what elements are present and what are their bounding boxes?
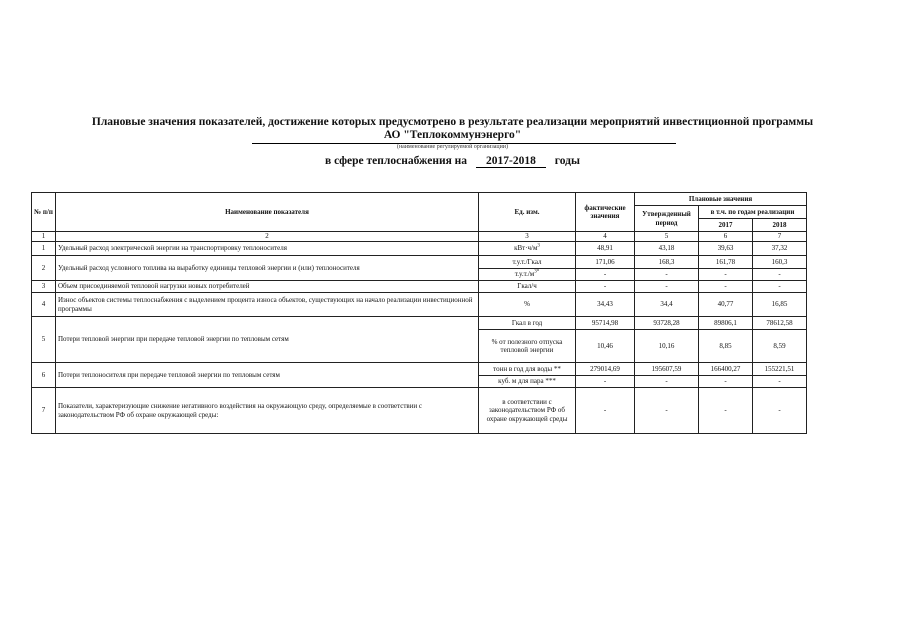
column-number: 7 [753,232,807,242]
year-2018-value: 160,3 [753,256,807,269]
actual-value: 48,91 [576,242,635,256]
table-row [32,242,807,256]
actual-value: - [576,388,635,434]
actual-value: 10,46 [576,330,635,363]
row-number: 6 [32,363,56,388]
year-2018-value: 78612,58 [753,317,807,330]
table-row [32,317,807,330]
row-number: 4 [32,293,56,317]
table-row [32,281,807,293]
header-by-years: в т.ч. по годам реализации [699,206,807,219]
year-2017-value: - [699,281,753,293]
unit-cell [479,317,576,330]
unit-cell [479,256,576,269]
row-number: 7 [32,388,56,434]
year-2018-value: 155221,51 [753,363,807,376]
year-2017-value: 8,85 [699,330,753,363]
unit-text: в соответствии с законодательством РФ об охране окружающей среды [486,398,568,423]
unit-cell [479,293,576,317]
unit-cell [479,242,576,256]
approved-value: 168,3 [635,256,699,269]
table-body [32,242,807,434]
period-value: 2017-2018 [476,155,546,168]
indicator-name: Потери тепловой энергии при передаче тепловой энергии по тепловым сетям [56,317,479,363]
year-2018-value: 37,32 [753,242,807,256]
column-number: 2 [56,232,479,242]
approved-value: - [635,376,699,388]
unit-superscript: 3 [537,244,540,250]
approved-value: - [635,269,699,281]
year-2018-value: 8,59 [753,330,807,363]
organization-caption: (наименование регулируемой организации) [396,144,509,150]
indicator-name: Показатели, характеризующие снижение негативного воздействия на окружающую среду, определяемые в соответствии с законодательством РФ об охране окружающей среды: [56,388,479,434]
unit-text: кВт·ч/м [514,244,538,253]
actual-value: - [576,269,635,281]
unit-text: % [524,300,530,309]
header-year-2018: 2018 [753,219,807,232]
indicator-name: Износ объектов системы теплоснабжения с выделением процента износа объектов, существующих на начало реализации инвестиционной программы [56,293,479,317]
approved-value: 34,4 [635,293,699,317]
year-2017-value: - [699,269,753,281]
year-2018-value: - [753,281,807,293]
approved-value: - [635,388,699,434]
unit-text: Гкал в год [511,318,543,327]
year-2017-value: 39,63 [699,242,753,256]
year-2017-value: 89806,1 [699,317,753,330]
approved-value: 10,16 [635,330,699,363]
unit-superscript: 3* [534,270,540,276]
year-2018-value: 16,85 [753,293,807,317]
table-row [32,363,807,376]
actual-value: - [576,376,635,388]
row-number: 3 [32,281,56,293]
unit-cell [479,269,576,281]
year-2017-value: 40,77 [699,293,753,317]
approved-value: 93728,28 [635,317,699,330]
sphere-prefix: в сфере теплоснабжения на [325,155,468,167]
actual-value: 95714,98 [576,317,635,330]
actual-value: 34,43 [576,293,635,317]
approved-value: - [635,281,699,293]
column-number: 3 [479,232,576,242]
actual-value: - [576,281,635,293]
unit-cell [479,330,576,363]
row-number: 1 [32,242,56,256]
year-2017-value: 161,78 [699,256,753,269]
unit-text: Гкал/ч [517,282,537,291]
header-planned: Плановые значения [635,193,807,206]
header-name: Наименование показателя [56,193,479,232]
unit-text: т.у.т./Гкал [512,257,542,266]
unit-text: тонн в год для воды ** [493,364,561,373]
year-2017-value: - [699,376,753,388]
year-2018-value: - [753,376,807,388]
table-row [32,293,807,317]
row-number: 5 [32,317,56,363]
indicator-name: Объем присоединяемой тепловой нагрузки новых потребителей [56,281,479,293]
year-2018-value: - [753,388,807,434]
header-num: № п/п [32,193,56,232]
table-row [32,256,807,269]
indicator-name: Потери теплоносителя при передаче тепловой энергии по тепловым сетям [56,363,479,388]
indicators-table [31,192,807,434]
column-number: 4 [576,232,635,242]
header-unit: Ед. изм. [479,193,576,232]
header-approved: Утвержденный период [635,206,699,232]
column-number: 5 [635,232,699,242]
approved-value: 195607,59 [635,363,699,376]
organization-name: АО "Теплокоммунэнерго" [383,129,522,141]
year-2018-value: - [753,269,807,281]
document-title: Плановые значения показателей, достижение которых предусмотрено в результате реализации мероприятий инвестиционной программы [91,116,814,128]
actual-value: 171,06 [576,256,635,269]
indicator-name: Удельный расход условного топлива на выработку единицы тепловой энергии и (или) теплоносителя [56,256,479,281]
sphere-line [0,155,905,168]
column-number: 1 [32,232,56,242]
header-actual: фактические значения [576,193,635,232]
unit-cell [479,363,576,376]
column-number: 6 [699,232,753,242]
year-2017-value: 166400,27 [699,363,753,376]
unit-text: куб. м для пара *** [498,377,556,386]
table-row [32,388,807,434]
unit-cell [479,281,576,293]
approved-value: 43,18 [635,242,699,256]
header-year-2017: 2017 [699,219,753,232]
indicator-name: Удельный расход электрической энергии на транспортировку теплоносителя [56,242,479,256]
sphere-suffix: годы [554,155,580,167]
unit-cell [479,376,576,388]
year-2017-value: - [699,388,753,434]
column-numbers-row [32,232,807,242]
actual-value: 279014,69 [576,363,635,376]
unit-text: т.у.т./м [514,270,535,279]
row-number: 2 [32,256,56,281]
unit-text: % от полезного отпуска тепловой энергии [491,337,563,354]
table-header [32,193,807,242]
unit-cell [479,388,576,434]
